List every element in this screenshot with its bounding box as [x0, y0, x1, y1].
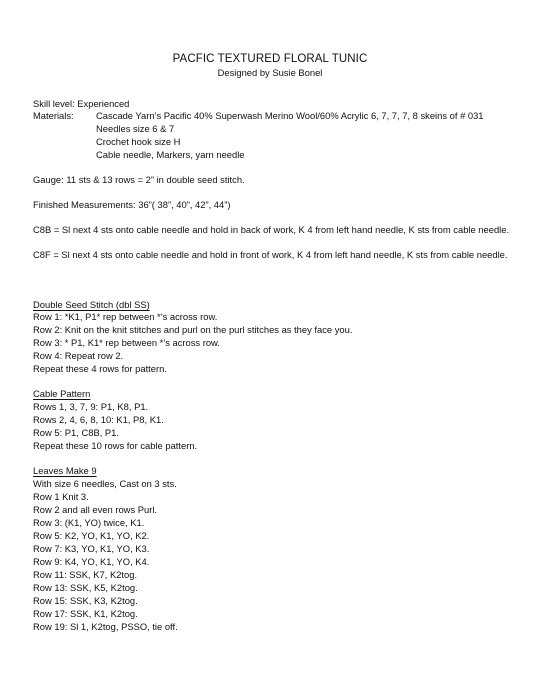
leaves-row: Row 1 Knit 3. — [33, 491, 89, 502]
double-seed-heading: Double Seed Stitch (dbl SS) — [33, 299, 150, 310]
leaves-row: Row 2 and all even rows Purl. — [33, 504, 158, 515]
materials-crochet-hook: Crochet hook size H — [96, 136, 181, 147]
cable-row: Row 5: P1, C8B, P1. — [33, 427, 119, 438]
double-seed-repeat: Repeat these 4 rows for pattern. — [33, 363, 167, 374]
leaves-row: Row 7: K3, YO, K1, YO, K3. — [33, 543, 150, 554]
c8b-definition: C8B = Sl next 4 sts onto cable needle and hold in back of work, K 4 from left hand needle, K sts from cable needle. — [33, 224, 510, 235]
leaves-row: With size 6 needles, Cast on 3 sts. — [33, 478, 177, 489]
materials-notions: Cable needle, Markers, yarn needle — [96, 149, 245, 160]
materials-needles: Needles size 6 & 7 — [96, 123, 175, 134]
leaves-row: Row 5: K2, YO, K1, YO, K2. — [33, 530, 150, 541]
c8f-definition: C8F = Sl next 4 sts onto cable needle and hold in front of work, K 4 from left hand needle, K sts from cable needle. — [33, 249, 508, 260]
leaves-heading: Leaves Make 9 — [33, 465, 97, 476]
finished-measurements: Finished Measurements: 36”( 38”, 40”, 42”, 44”) — [33, 199, 231, 210]
double-seed-row: Row 1: *K1, P1* rep between *’s across row. — [33, 311, 218, 322]
leaves-row: Row 11: SSK, K7, K2tog. — [33, 569, 138, 580]
cable-row: Rows 1, 3, 7, 9: P1, K8, P1. — [33, 401, 149, 412]
leaves-row: Row 15: SSK, K3, K2tog. — [33, 595, 138, 606]
leaves-row: Row 3: (K1, YO) twice, K1. — [33, 517, 145, 528]
leaves-row: Row 9: K4, YO, K1, YO, K4. — [33, 556, 150, 567]
cable-repeat: Repeat these 10 rows for cable pattern. — [33, 440, 198, 451]
leaves-row: Row 17: SSK, K1, K2tog. — [33, 608, 138, 619]
materials-label: Materials: — [33, 110, 74, 121]
cable-heading: Cable Pattern — [33, 388, 91, 399]
skill-level: Skill level: Experienced — [33, 98, 130, 109]
gauge: Gauge: 11 sts & 13 rows = 2” in double seed stitch. — [33, 174, 245, 185]
double-seed-row: Row 3: * P1, K1* rep between *’s across row. — [33, 337, 220, 348]
double-seed-row: Row 2: Knit on the knit stitches and purl on the purl stitches as they face you. — [33, 324, 353, 335]
double-seed-row: Row 4: Repeat row 2. — [33, 350, 124, 361]
leaves-row: Row 19: Sl 1, K2tog, PSSO, tie off. — [33, 621, 178, 632]
leaves-row: Row 13: SSK, K5, K2tog. — [33, 582, 138, 593]
materials-yarn: Cascade Yarn’s Pacific 40% Superwash Merino Wool/60% Acrylic 6, 7, 7, 7, 8 skeins of # 031 — [96, 110, 484, 121]
cable-row: Rows 2, 4, 6, 8, 10: K1, P8, K1. — [33, 414, 164, 425]
pattern-title: PACFIC TEXTURED FLORAL TUNIC — [172, 53, 368, 65]
designer-credit: Designed by Susie Bonel — [217, 67, 323, 78]
